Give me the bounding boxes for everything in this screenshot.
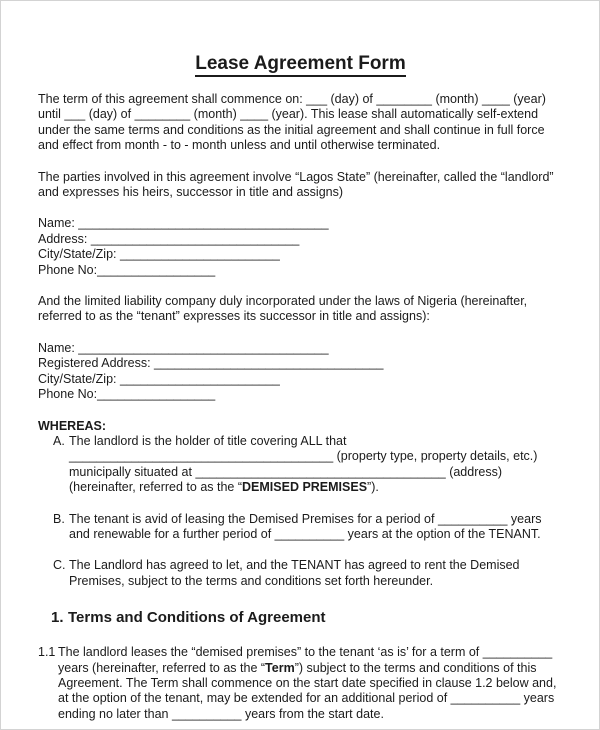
term-keyword: Term [265,660,295,675]
tenant-citystatezip-row [38,372,563,387]
whereas-item-b-letter: B. [53,511,65,526]
landlord-name-row [38,216,563,231]
landlord-name-label: Name: [38,216,79,231]
landlord-address-row [38,232,563,247]
tenant-phone-row [38,387,563,402]
clause-1-1-text-pre: The landlord leases the “demised premises” to the tenant ‘as is’ for a term of __________ years (hereinafter, referred to as the “ [58,645,553,675]
whereas-heading: WHEREAS: [38,418,107,433]
tenant-registered-address-blank-line: _________________________________ [154,356,384,371]
demised-premises-term: DEMISED PREMISES [242,480,368,495]
section-1-title: Terms and Conditions of Agreement [68,609,326,627]
whereas-item-a-line3: municipally situated at ____________________________________ (address) [69,464,502,479]
whereas-item-a [38,434,563,496]
whereas-item-a-line1: The landlord is the holder of title covering ALL that [69,433,347,448]
clause-1-1-number: 1.1 [38,645,56,660]
page-title [38,52,563,75]
tenant-citystatezip-blank-line: _______________________ [119,371,280,386]
whereas-item-a-line4-pre: (hereinafter, referred to as the “ [69,480,243,495]
tenant-paragraph: And the limited liability company duly incorporated under the laws of Nigeria (hereinafter, referred to as the “tenant” expresses its successor in title and assigns): [38,294,528,324]
landlord-address-label: Address: [38,231,91,246]
landlord-citystatezip-label: City/State/Zip: [38,247,120,262]
landlord-phone-label: Phone No: [38,262,98,277]
whereas-item-b [38,512,563,543]
page-title-text: Lease Agreement Form [195,53,405,77]
tenant-fields [38,341,563,403]
whereas-item-c-text: The Landlord has agreed to let, and the TENANT has agreed to rent the Demised Premises, subject to the terms and conditions set forth hereunder. [69,558,520,588]
tenant-phone-blank-line: _________________ [97,387,216,402]
term-intro-paragraph: The term of this agreement shall commence on: ___ (day) of ________ (month) ____ (year) until ___ (day) of ________ (month) ____ (year). This lease shall automatically self-extend under the same terms and conditions as the initial agreement and shall continue in full force and effect from month - to - month unless and until otherwise terminated. [38,92,546,153]
tenant-registered-address-row [38,356,563,371]
landlord-citystatezip-blank-line: _______________________ [119,247,280,262]
clause-1-1-text-post: ”) subject to the terms and conditions of this Agreement. The Term shall commence on the start date specified in clause 1.2 below and, at the option of the tenant, may be extended for an additional period of __________ years ending no later than __________ years from the start date. [58,660,557,721]
whereas-item-a-line4 [69,480,563,495]
landlord-phone-row [38,263,563,278]
section-1-number: 1. [51,609,64,627]
whereas-item-a-letter: A. [53,433,65,448]
tenant-name-row [38,341,563,356]
tenant-name-blank-line: ____________________________________ [78,340,329,355]
whereas-item-a-line4-post: ”). [367,480,379,495]
tenant-phone-label: Phone No: [38,387,98,402]
whereas-item-c [38,558,563,589]
tenant-name-label: Name: [38,340,79,355]
landlord-phone-blank-line: _________________ [97,262,216,277]
parties-paragraph: The parties involved in this agreement involve “Lagos State” (hereinafter, called the “landlord” and expresses his heirs, successor in title and assigns) [38,169,554,200]
clause-1-1 [38,645,563,722]
whereas-item-a-line2: ______________________________________ (property type, property details, etc.) [69,449,538,464]
whereas-item-b-text: The tenant is avid of leasing the Demised Premises for a period of __________ years and renewable for a further period of __________ years at the option of the TENANT. [69,511,542,541]
section-1-heading [38,608,563,627]
landlord-citystatezip-row [38,247,563,262]
whereas-item-c-letter: C. [53,558,66,573]
tenant-registered-address-label: Registered Address: [38,356,155,371]
landlord-fields [38,216,563,278]
landlord-address-blank-line: ______________________________ [90,231,300,246]
tenant-citystatezip-label: City/State/Zip: [38,371,120,386]
landlord-name-blank-line: ____________________________________ [78,216,329,231]
